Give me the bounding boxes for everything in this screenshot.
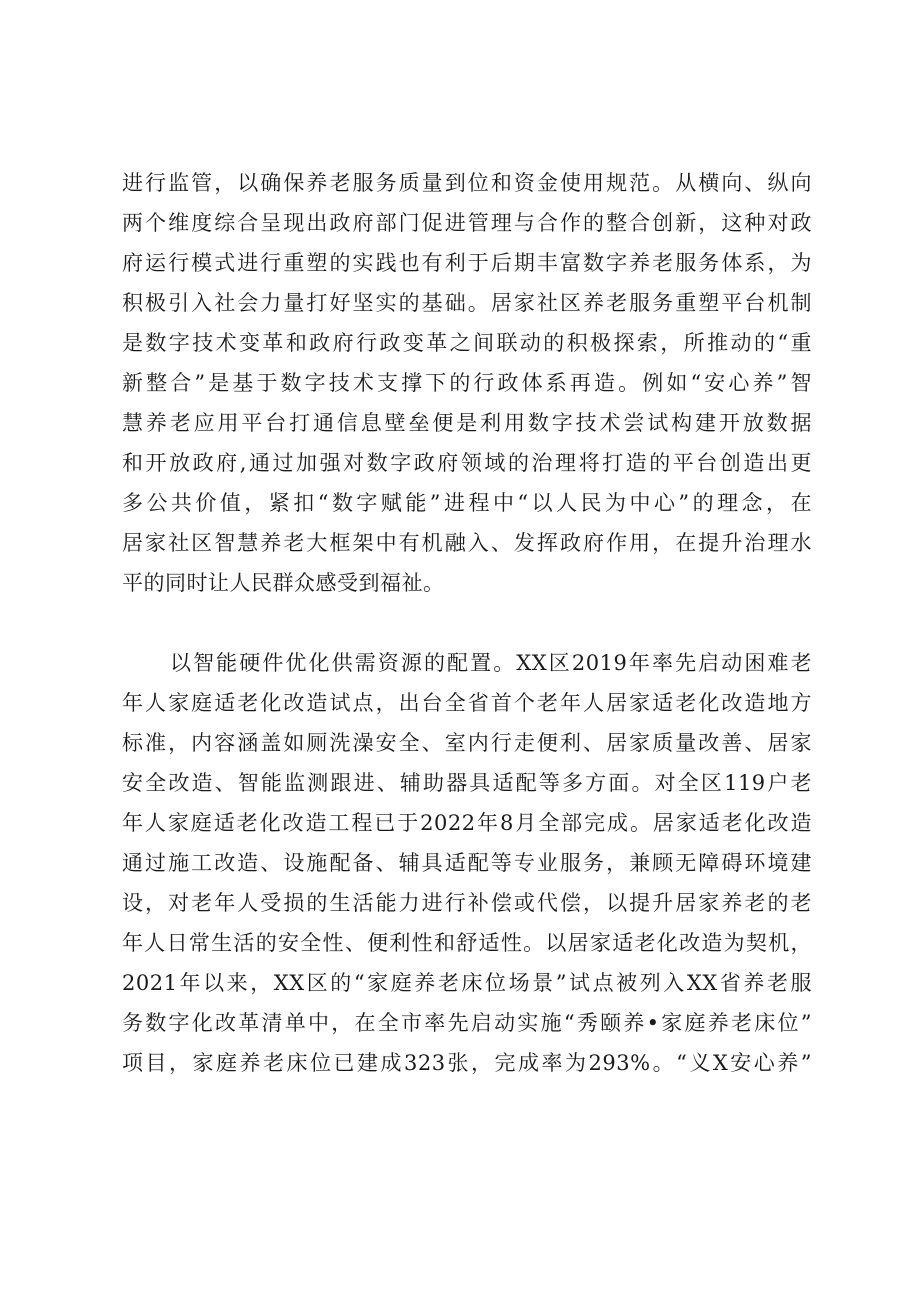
paragraph-line: 是数字技术变革和政府行政变革之间联动的积极探索，所推动的“重 <box>122 331 812 355</box>
paragraph-line: 务数字化改革清单中，在全市率先启动实施“秀颐养•家庭养老床位” <box>122 1011 812 1035</box>
paragraph-line: 标准，内容涵盖如厕洗澡安全、室内行走便利、居家质量改善、居家 <box>122 731 812 755</box>
paragraph-line: 以智能硬件优化供需资源的配置。XX区2019年率先启动困难老 <box>170 651 812 675</box>
paragraph-line: 府运行模式进行重塑的实践也有利于后期丰富数字养老服务体系，为 <box>122 251 812 275</box>
paragraph-line: 和开放政府,通过加强对数字政府领域的治理将打造的平台创造出更 <box>122 451 812 475</box>
paragraph-line: 通过施工改造、设施配备、辅具适配等专业服务，兼顾无障碍环境建 <box>122 851 812 875</box>
paragraph-line: 年人家庭适老化改造工程已于2022年8月全部完成。居家适老化改造 <box>122 811 812 835</box>
paragraph-line: 2021年以来，XX区的“家庭养老床位场景”试点被列入XX省养老服 <box>122 971 812 995</box>
paragraph-line: 两个维度综合呈现出政府部门促进管理与合作的整合创新，这种对政 <box>122 211 812 235</box>
paragraph-line: 多公共价值，紧扣“数字赋能”进程中“以人民为中心”的理念，在 <box>122 491 812 515</box>
paragraph-line: 项目，家庭养老床位已建成323张，完成率为293%。“义X安心养” <box>122 1051 812 1075</box>
paragraph-line: 平的同时让人民群众感受到福祉。 <box>122 571 445 595</box>
paragraph-line: 进行监管，以确保养老服务质量到位和资金使用规范。从横向、纵向 <box>122 171 812 195</box>
paragraph-line: 新整合”是基于数字技术支撑下的行政体系再造。例如“安心养”智 <box>122 371 812 395</box>
paragraph-line: 年人家庭适老化改造试点，出台全省首个老年人居家适老化改造地方 <box>122 691 812 715</box>
paragraph-1 <box>122 163 812 603</box>
paragraph-line: 积极引入社会力量打好坚实的基础。居家社区养老服务重塑平台机制 <box>122 291 812 315</box>
paragraph-line: 年人日常生活的安全性、便利性和舒适性。以居家适老化改造为契机， <box>122 931 812 955</box>
paragraph-line: 安全改造、智能监测跟进、辅助器具适配等多方面。对全区119户老 <box>122 771 812 795</box>
paragraph-line: 慧养老应用平台打通信息壁垒便是利用数字技术尝试构建开放数据 <box>122 411 812 435</box>
paragraph-2 <box>122 643 812 1083</box>
paragraph-line: 居家社区智慧养老大框架中有机融入、发挥政府作用，在提升治理水 <box>122 531 812 555</box>
paragraph-line: 设，对老年人受损的生活能力进行补偿或代偿，以提升居家养老的老 <box>122 891 812 915</box>
